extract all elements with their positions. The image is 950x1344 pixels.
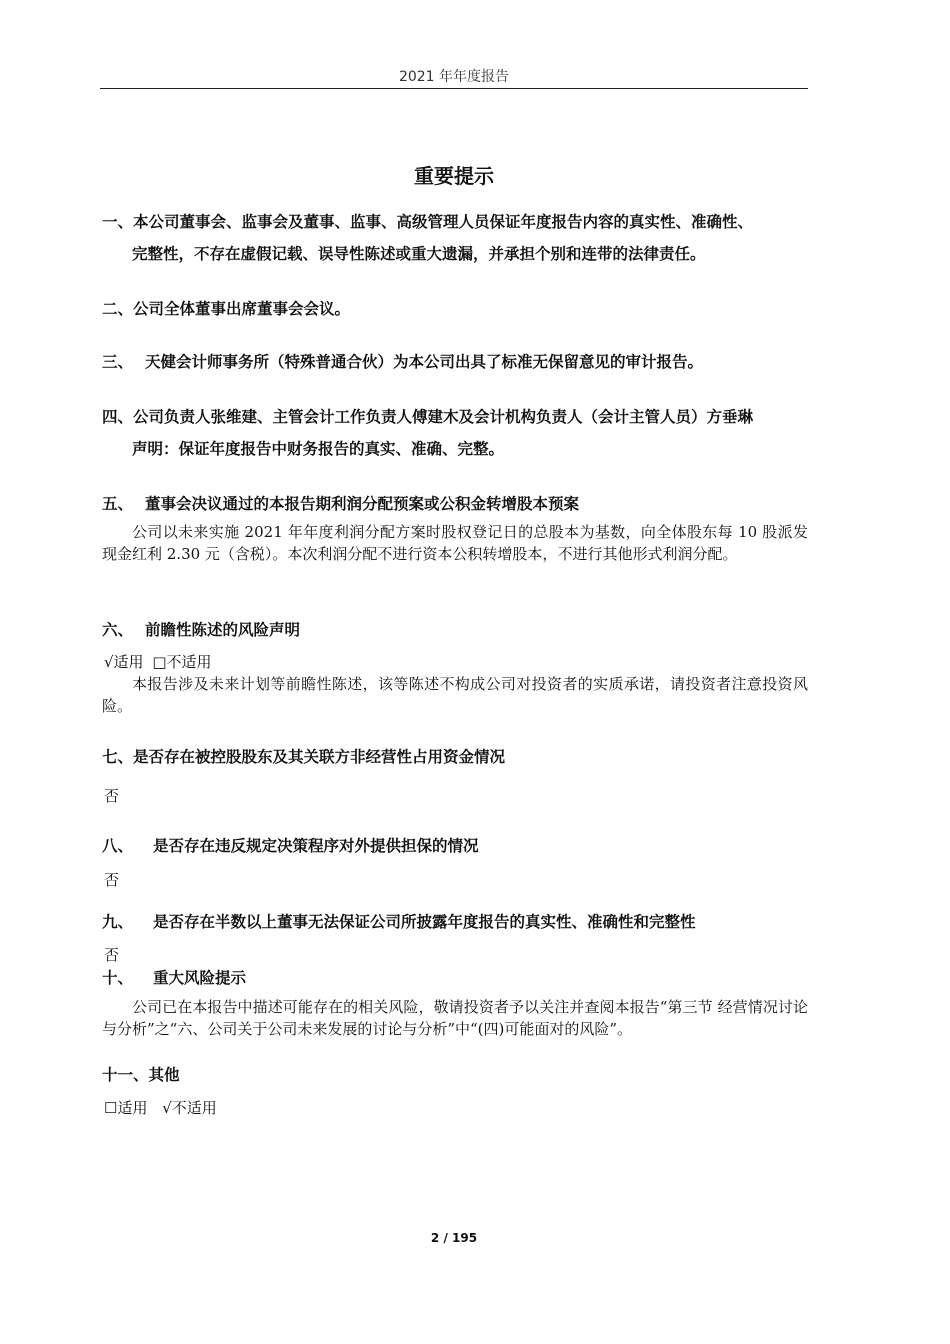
header-divider [100, 88, 808, 89]
section-title: 是否存在被控股股东及其关联方非经营性占用资金情况 [133, 748, 506, 766]
section-9-answer: 否 [104, 946, 120, 964]
section-number: 一、 [102, 213, 134, 231]
not-applicable-option: □不适用 [152, 653, 212, 671]
section-6-body: 本报告涉及未来计划等前瞻性陈述，该等陈述不构成公司对投资者的实质承诺，请投资者注意投资风险。 [102, 675, 808, 715]
section-title: 董事会决议通过的本报告期利润分配预案或公积金转增股本预案 [145, 495, 580, 513]
section-5-heading [102, 489, 579, 519]
section-5-body: 公司以未来实施 2021 年年度利润分配方案时股权登记日的总股本为基数，向全体股东每 10 股派发现金红利 2.30 元（含税）。本次利润分配不进行资本公积转增股本，不进行其他形式利润分配。 [102, 523, 808, 563]
applicable-option: ☐适用 [104, 1099, 148, 1117]
section-7-heading [102, 742, 505, 772]
section-text: 公司负责人张维建、主管会计工作负责人傅建木及会计机构负责人（会计主管人员）方垂琳 [133, 408, 754, 426]
section-title: 是否存在违反规定决策程序对外提供担保的情况 [153, 837, 479, 855]
section-title: 重大风险提示 [153, 969, 247, 987]
section-4-line1 [102, 402, 753, 432]
section-number: 十一、 [102, 1066, 149, 1084]
section-number: 八、 [102, 837, 134, 855]
section-number: 二、 [102, 300, 134, 318]
section-3-heading [102, 347, 703, 377]
section-1-line2: 完整性，不存在虚假记载、误导性陈述或重大遗漏，并承担个别和连带的法律责任。 [132, 245, 706, 263]
section-9-heading [102, 907, 696, 937]
section-number: 七、 [102, 748, 134, 766]
section-title: 其他 [148, 1066, 180, 1084]
section-title: 前瞻性陈述的风险声明 [145, 621, 301, 639]
section-8-answer: 否 [104, 871, 120, 889]
section-8-heading [102, 831, 479, 861]
section-number: 九、 [102, 913, 134, 931]
section-text: 公司全体董事出席董事会会议。 [133, 300, 351, 318]
section-2-heading [102, 294, 350, 324]
section-11-applicability [104, 1098, 221, 1119]
section-1-line1 [102, 207, 753, 237]
section-number: 十、 [102, 969, 134, 987]
section-6-applicability [104, 652, 216, 673]
page-title: 重要提示 [414, 164, 494, 188]
section-title: 是否存在半数以上董事无法保证公司所披露年度报告的真实性、准确性和完整性 [153, 913, 696, 931]
section-10-heading [102, 963, 246, 993]
section-6-heading [102, 615, 300, 645]
section-text: 天健会计师事务所（特殊普通合伙）为本公司出具了标准无保留意见的审计报告。 [145, 353, 704, 371]
section-7-answer: 否 [104, 787, 120, 805]
section-11-heading [102, 1060, 180, 1090]
section-4-line2: 声明：保证年度报告中财务报告的真实、准确、完整。 [132, 440, 505, 458]
section-text: 本公司董事会、监事会及董事、监事、高级管理人员保证年度报告内容的真实性、准确性、 [133, 213, 754, 231]
section-10-body: 公司已在本报告中描述可能存在的相关风险，敬请投资者予以关注并查阅本报告“第三节 经营情况讨论与分析”之“六、公司关于公司未来发展的讨论与分析”中“(四)可能面对的风险”。 [102, 998, 808, 1038]
applicable-option-checked: √适用 [104, 653, 144, 671]
section-number: 三、 [102, 353, 134, 371]
section-number: 五、 [102, 495, 134, 513]
section-number: 六、 [102, 621, 134, 639]
running-header: 2021 年年度报告 [398, 69, 510, 85]
page-number: 2 / 195 [430, 1231, 478, 1245]
not-applicable-option-checked: √不适用 [162, 1099, 217, 1117]
section-number: 四、 [102, 408, 134, 426]
